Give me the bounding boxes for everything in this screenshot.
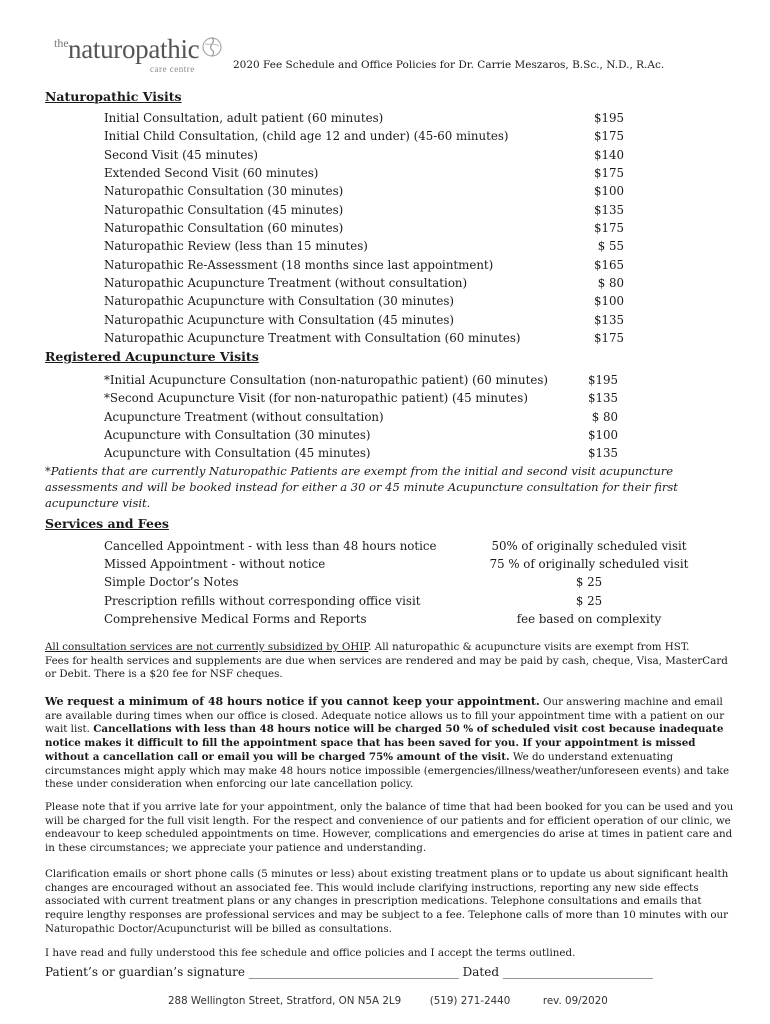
service-fee: $ 25 <box>575 575 603 590</box>
service-row <box>104 537 704 555</box>
fee-row <box>104 292 624 310</box>
document-title: 2020 Fee Schedule and Office Policies for Dr. Carrie Meszaros, B.Sc., N.D., R.Ac. <box>233 59 665 71</box>
late-arrival-paragraph: Please note that if you arrive late for your appointment, only the balance of time that had been booked for you can be used and you will be charged for the full visit length. For the respect and convenience of our patients and for efficient operation of our clinic, we endeavour to keep scheduled appointments on time. However, complications and emergencies do arise at times in patient care and in these circumstances; we appreciate your patience and understanding. <box>45 801 734 855</box>
acupuncture-visits-heading: Registered Acupuncture Visits <box>45 349 259 364</box>
fee-row <box>104 329 624 347</box>
logo-main: naturopathic <box>68 34 200 64</box>
acupuncture-fee-list <box>104 371 618 463</box>
extenuating-note: We do understand extenuating circumstances might apply which may make 48 hours notice impossible (emergencies/illness/weather/unforeseen events) and take these under consideration when enforcing our late cancellation policy. <box>45 750 730 791</box>
acupuncture-note: *Patients that are currently Naturopathic Patients are exempt from the initial and second visit acupuncture assessments and will be booked instead for either a 30 or 45 minute Acupuncture consultation for their first acupuncture visit. <box>45 464 678 510</box>
fee-row <box>104 182 624 200</box>
fee-price: $175 <box>593 331 624 346</box>
service-row <box>104 573 704 591</box>
fee-label: Naturopathic Review (less than 15 minutes) <box>104 239 368 254</box>
footer-phone: (519) 271-2440 <box>429 995 511 1007</box>
clinic-logo <box>40 30 225 75</box>
fee-label: Initial Consultation, adult patient (60 minutes) <box>104 111 384 125</box>
fee-row <box>104 444 618 462</box>
fee-price: $135 <box>593 202 624 217</box>
fee-price: $135 <box>593 312 624 327</box>
fee-price: $165 <box>593 257 624 272</box>
fee-row <box>104 127 624 145</box>
naturopathic-fee-list <box>104 109 624 347</box>
naturopathic-visits-heading: Naturopathic Visits <box>45 89 182 104</box>
clarification-paragraph: Clarification emails or short phone calls (5 minutes or less) about existing treatment plans or to update us about significant health changes are encouraged without an associated fee. This would include clarifying instructions, reporting any new side effects associated with current treatment plans or any changes in prescription medications. Telephone consultations and emails that require lengthy responses are professional services and may be subject to a fee. Telephone calls of more than 10 minutes with our Naturopathic Doctor/Acupuncturist will be billed as consultations. <box>45 868 729 935</box>
fee-price: $100 <box>587 428 618 443</box>
fee-label: Acupuncture with Consultation (45 minutes) <box>104 446 371 461</box>
fee-price: $ 80 <box>591 409 618 424</box>
service-fee: $ 25 <box>575 593 603 608</box>
fee-label: Initial Child Consultation, (child age 12 and under) (45-60 minutes) <box>104 129 509 144</box>
fee-row <box>104 389 618 407</box>
fee-price: $100 <box>593 184 624 199</box>
fee-label: Naturopathic Re-Assessment (18 months since last appointment) <box>104 257 494 272</box>
service-row <box>104 555 704 573</box>
fee-row <box>104 219 624 237</box>
services-fee-list <box>104 537 704 628</box>
footer <box>168 995 608 1007</box>
logo-sub: care centre <box>150 64 195 74</box>
fee-row <box>104 426 618 444</box>
ohip-paragraph <box>45 641 735 682</box>
fee-row <box>104 371 618 389</box>
fee-row <box>104 311 624 329</box>
hst-notice: . All naturopathic & acupuncture visits are exempt from HST. <box>368 641 690 653</box>
service-fee: fee based on complexity <box>516 611 662 626</box>
fee-label: Naturopathic Consultation (45 minutes) <box>104 202 344 217</box>
fee-row <box>104 201 624 219</box>
fee-row <box>104 237 624 255</box>
fee-label: Acupuncture Treatment (without consultation) <box>104 409 384 424</box>
signature-line: Patient’s or guardian’s signature ___________________________________ Dated _________________________ <box>45 965 653 979</box>
fee-row <box>104 408 618 426</box>
service-label: Simple Doctor’s Notes <box>104 575 239 590</box>
fee-label: Naturopathic Acupuncture with Consultation (30 minutes) <box>104 294 455 309</box>
service-label: Cancelled Appointment - with less than 48 hours notice <box>104 539 437 553</box>
fee-label: Second Visit (45 minutes) <box>104 147 258 162</box>
cancellation-paragraph <box>45 695 735 792</box>
payment-notice: Fees for health services and supplements are due when services are rendered and may be paid by cash, cheque, Visa, MasterCard or Debit. There is a $20 fee for NSF cheques. <box>45 654 728 681</box>
fee-price: $135 <box>587 446 618 461</box>
cancellation-charge: Cancellations with less than 48 hours notice will be charged 50 % of scheduled visit cost because inadequate notice makes it difficult to fill the appointment space that has been saved for you. If your appointment is missed without a cancellation call or email you will be charged 75% amount of the visit. <box>45 723 724 763</box>
fee-label: Naturopathic Acupuncture Treatment with Consultation (60 minutes) <box>104 331 521 346</box>
fee-row <box>104 164 624 182</box>
notice-request: We request a minimum of 48 hours notice if you cannot keep your appointment. <box>45 695 540 708</box>
fee-price: $175 <box>593 166 624 181</box>
fee-price: $100 <box>593 294 624 309</box>
fee-row <box>104 274 624 292</box>
fee-label: *Initial Acupuncture Consultation (non-naturopathic patient) (60 minutes) <box>104 373 548 387</box>
fee-price: $195 <box>593 111 624 125</box>
footer-address: 288 Wellington Street, Stratford, ON N5A 2L9 <box>168 995 402 1007</box>
fee-label: Extended Second Visit (60 minutes) <box>104 166 319 181</box>
fee-price: $ 80 <box>597 276 624 291</box>
fee-row <box>104 256 624 274</box>
swirl-logo-icon <box>201 36 223 58</box>
fee-row <box>104 146 624 164</box>
logo-the: the <box>54 36 69 50</box>
service-label: Prescription refills without corresponding office visit <box>104 593 421 608</box>
fee-price: $175 <box>593 129 624 144</box>
fee-price: $195 <box>587 373 618 387</box>
fee-label: Naturopathic Consultation (30 minutes) <box>104 184 344 199</box>
acknowledgement-text: I have read and fully understood this fee schedule and office policies and I accept the terms outlined. <box>45 947 576 959</box>
ohip-notice: All consultation services are not currently subsidized by OHIP <box>45 641 369 653</box>
fee-label: Naturopathic Acupuncture with Consultation (45 minutes) <box>104 312 455 327</box>
fee-label: *Second Acupuncture Visit (for non-naturopathic patient) (45 minutes) <box>104 391 528 406</box>
footer-revision: rev. 09/2020 <box>542 995 608 1007</box>
fee-price: $ 55 <box>597 239 624 254</box>
service-row <box>104 610 704 628</box>
fee-price: $175 <box>593 221 624 236</box>
fee-label: Acupuncture with Consultation (30 minutes) <box>104 428 371 443</box>
fee-price: $140 <box>593 147 624 162</box>
service-label: Missed Appointment - without notice <box>104 557 326 572</box>
services-heading: Services and Fees <box>45 516 169 531</box>
service-row <box>104 592 704 610</box>
notice-detail: Our answering machine and email are available during times when our office is closed. Adequate notice allows us to fill your appointment time with a patient on our wait list. <box>45 696 725 736</box>
service-fee: 75 % of originally scheduled visit <box>489 557 689 572</box>
service-label: Comprehensive Medical Forms and Reports <box>104 611 367 626</box>
service-fee: 50% of originally scheduled visit <box>491 539 687 553</box>
fee-label: Naturopathic Acupuncture Treatment (without consultation) <box>104 276 468 291</box>
fee-row <box>104 109 624 127</box>
fee-label: Naturopathic Consultation (60 minutes) <box>104 221 344 236</box>
fee-price: $135 <box>587 391 618 406</box>
